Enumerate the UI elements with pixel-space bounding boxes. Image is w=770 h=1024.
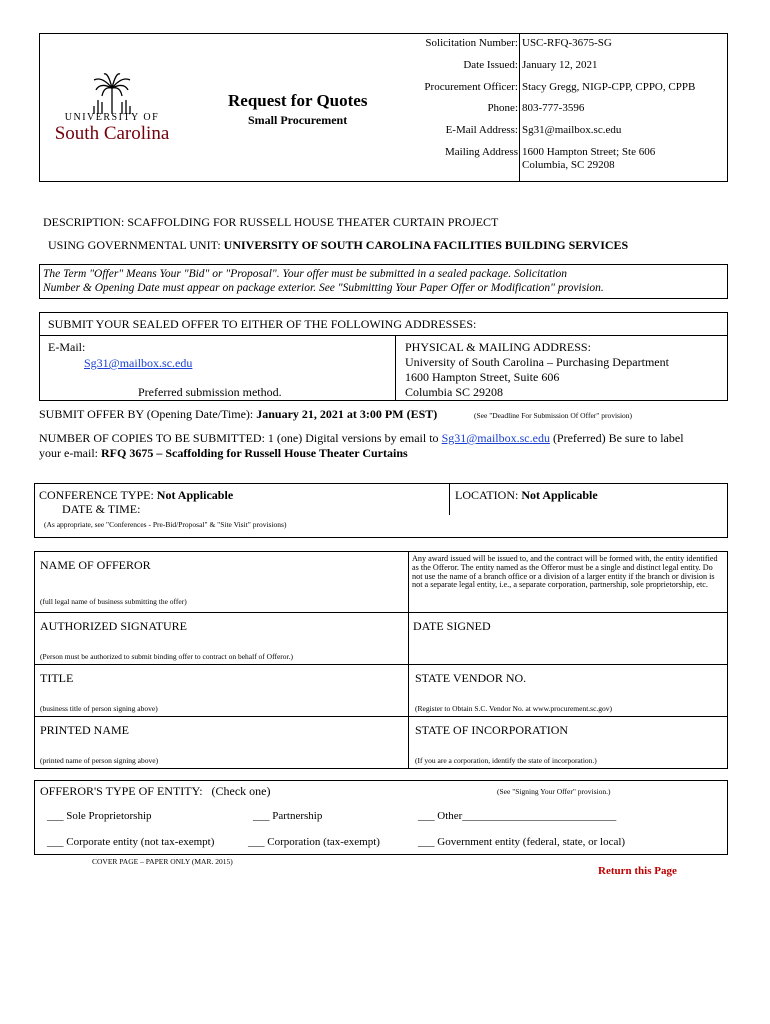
using-unit-value: UNIVERSITY OF SOUTH CAROLINA FACILITIES BUILDING SERVICES xyxy=(223,238,629,252)
description: DESCRIPTION: SCAFFOLDING FOR RUSSELL HOUSE THEATER CURTAIN PROJECT xyxy=(43,215,499,229)
procurement-officer-value: Stacy Gregg, NIGP-CPP, CPPO, CPPB xyxy=(522,81,696,93)
preferred-method: Preferred submission method. xyxy=(138,385,282,399)
offeror-name-label: NAME OF OFFEROR xyxy=(40,558,151,572)
award-note: Any award issued will be issued to, and the contract will be formed with, the entity identified as the Offeror. The entity named as the Offeror must be a single and distinct legal entity. Do not use the name of a branch office or a division of a larger entity if the branch or division is not a separate legal entity, i.e., a separate corporation, partnership, sole proprietorship, etc. xyxy=(412,554,718,590)
printed-name-label: PRINTED NAME xyxy=(40,723,129,737)
state-incorporation-note: (If you are a corporation, identify the state of incorporation.) xyxy=(415,756,597,765)
physical-line: 1600 Hampton Street, Suite 606 xyxy=(405,370,560,384)
entity-heading: OFFEROR'S TYPE OF ENTITY: (Check one) xyxy=(40,784,271,798)
mailing-address-label: Mailing Address xyxy=(444,146,518,158)
offer-note-line2: Number & Opening Date must appear on package exterior. See "Submitting Your Paper Offer or Modification" provision. xyxy=(43,282,604,294)
entity-option-other[interactable]: ___ Other____________________________ xyxy=(418,810,617,822)
date-issued-label: Date Issued: xyxy=(463,59,518,71)
entity-option-corporate[interactable]: ___ Corporate entity (not tax-exempt) xyxy=(47,836,215,848)
submit-heading: SUBMIT YOUR SEALED OFFER TO EITHER OF THE FOLLOWING ADDRESSES: xyxy=(48,317,477,331)
submit-divider-v xyxy=(395,335,396,401)
header-field-divider xyxy=(519,33,520,182)
submit-email-label: E-Mail: xyxy=(48,340,86,354)
cover-page-note: COVER PAGE – PAPER ONLY (MAR. 2015) xyxy=(92,857,233,866)
date-issued-value: January 12, 2021 xyxy=(522,59,598,71)
offeror-divider-h1 xyxy=(34,612,728,613)
copies-line2 xyxy=(39,446,408,461)
using-unit xyxy=(48,238,628,253)
conference-type-label: CONFERENCE TYPE: xyxy=(39,488,154,502)
submit-by xyxy=(39,407,437,422)
printed-name-note: (printed name of person signing above) xyxy=(40,756,159,765)
return-this-page: Return this Page xyxy=(598,865,677,877)
university-logo xyxy=(42,72,182,144)
conference-location-value: Not Applicable xyxy=(521,488,598,502)
conference-type xyxy=(39,488,233,503)
mailing-address-value: 1600 Hampton Street; Ste 606 xyxy=(522,146,656,158)
submit-by-value: January 21, 2021 at 3:00 PM (EST) xyxy=(256,407,438,421)
date-signed-label: DATE SIGNED xyxy=(413,619,491,633)
entity-option-sole[interactable]: ___ Sole Proprietorship xyxy=(47,810,152,822)
page-title: Request for Quotes xyxy=(228,91,368,110)
mailing-address-value2: Columbia, SC 29208 xyxy=(522,159,615,171)
procurement-officer-label: Procurement Officer: xyxy=(424,81,518,93)
authorized-signature-label: AUTHORIZED SIGNATURE xyxy=(40,619,187,633)
entity-option-partnership[interactable]: ___ Partnership xyxy=(253,810,323,822)
submit-divider-h xyxy=(39,335,728,336)
submit-by-label: SUBMIT OFFER BY (Opening Date/Time): xyxy=(39,407,254,421)
authorized-signature-note: (Person must be authorized to submit binding offer to contract on behalf of Offeror.) xyxy=(40,652,293,661)
conference-divider xyxy=(449,483,450,515)
submit-email-link[interactable]: Sg31@mailbox.sc.edu xyxy=(84,356,193,370)
offeror-name-note: (full legal name of business submitting the offer) xyxy=(40,597,187,606)
state-vendor-note: (Register to Obtain S.C. Vendor No. at www.procurement.sc.gov) xyxy=(415,704,613,713)
conference-location xyxy=(455,488,598,503)
offer-note-line1: The Term "Offer" Means Your "Bid" or "Proposal". Your offer must be submitted in a sealed package. Solicitation xyxy=(43,268,568,280)
logo-line1: UNIVERSITY OF xyxy=(64,112,160,123)
entity-option-tax-exempt[interactable]: ___ Corporation (tax-exempt) xyxy=(248,836,380,848)
physical-line: Columbia SC 29208 xyxy=(405,385,504,399)
solicitation-number-value: USC-RFQ-3675-SG xyxy=(522,37,612,49)
physical-heading: PHYSICAL & MAILING ADDRESS: xyxy=(405,340,591,354)
submit-by-note: (See "Deadline For Submission Of Offer" provision) xyxy=(474,411,633,420)
entity-note: (See "Signing Your Offer" provision.) xyxy=(497,787,611,796)
phone-label: Phone: xyxy=(487,102,518,114)
solicitation-number-label: Solicitation Number: xyxy=(425,37,518,49)
offeror-divider-h2 xyxy=(34,664,728,665)
email-address-value: Sg31@mailbox.sc.edu xyxy=(522,124,622,136)
title-label: TITLE xyxy=(40,671,74,685)
copies-text2: (Preferred) Be sure to label xyxy=(552,431,684,445)
state-vendor-label: STATE VENDOR NO. xyxy=(415,671,527,685)
phone-value: 803-777-3596 xyxy=(522,102,585,114)
title-note: (business title of person signing above) xyxy=(40,704,158,713)
conference-type-value: Not Applicable xyxy=(156,488,234,502)
entity-option-government[interactable]: ___ Government entity (federal, state, or local) xyxy=(418,836,626,848)
conference-note: (As appropriate, see "Conferences - Pre-Bid/Proposal" & "Site Visit" provisions) xyxy=(44,520,287,529)
state-incorporation-label: STATE OF INCORPORATION xyxy=(415,723,569,737)
offeror-divider-h3 xyxy=(34,716,728,717)
palmetto-tree-icon xyxy=(42,72,182,116)
conference-location-label: LOCATION: xyxy=(455,488,519,502)
page-subtitle: Small Procurement xyxy=(248,113,348,127)
email-address-label: E-Mail Address: xyxy=(445,124,518,136)
logo-line2: South Carolina xyxy=(54,123,170,144)
copies-email-link[interactable]: Sg31@mailbox.sc.edu xyxy=(441,431,550,445)
copies-text3: your e-mail: xyxy=(39,446,98,460)
conference-datetime-label: DATE & TIME: xyxy=(62,502,141,516)
copies-line1 xyxy=(39,431,684,446)
physical-line: University of South Carolina – Purchasing Department xyxy=(405,355,669,369)
copies-text1: NUMBER OF COPIES TO BE SUBMITTED: 1 (one) Digital versions by email to xyxy=(39,431,439,445)
using-unit-label: USING GOVERNMENTAL UNIT: xyxy=(48,238,221,252)
offeror-divider-v xyxy=(408,551,409,769)
copies-label-value: RFQ 3675 – Scaffolding for Russell House Theater Curtains xyxy=(100,446,408,460)
